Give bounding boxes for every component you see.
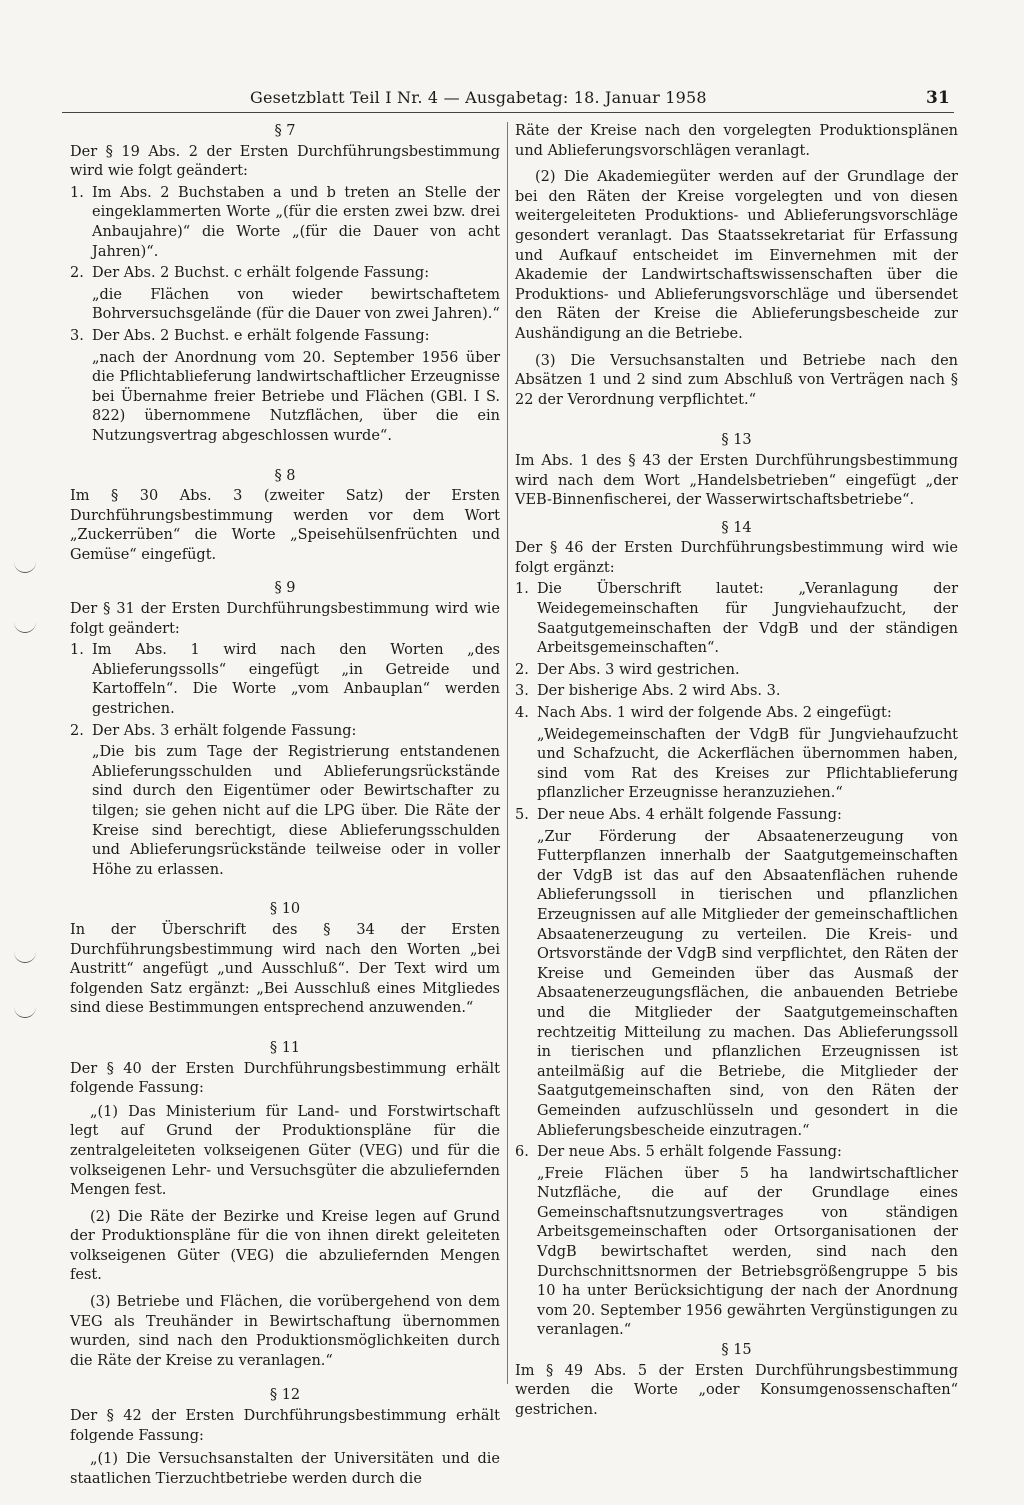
list-item-quote: „Zur Förderung der Absaatenerzeugung von Futterpflanzen innerhalb der Saatgutgemeinschaften der VdgB ist das auf den Absaatenflächen ruhende Ablieferungssoll in tierischen und pflanzlichen Erzeugnissen auf alle Mitglieder der gemeinschaftlichen Absaatenerzeugung zu verteilen. Die Kreis- und Ortsvorstände der VdgB sind verpflichtet, den Räten der Kreise und Gemeinden über das Ausmaß der Absaatenerzeugungsflächen, die anbauenden Betriebe und die Mitglieder der Saatgutgemeinschaften rechtzeitig Mitteilung zu machen. Das Ablieferungssoll in tierischen und pflanzlichen Erzeugnissen ist anteilmäßig auf die Betriebe, die Mitglieder der Saatgutgemeinschaften sind, von den Räten der Gemeinden aufzuschlüsseln und gesondert in die Ablieferungsbescheide einzutragen.“ bbox=[537, 828, 958, 1139]
list-item-number: 2. bbox=[515, 661, 529, 678]
list-item bbox=[515, 580, 958, 658]
section-7 bbox=[70, 122, 500, 447]
column-divider bbox=[507, 122, 508, 1384]
section-intro: Der § 42 der Ersten Durchführungsbestimmung erhält folgende Fassung: bbox=[70, 1408, 500, 1444]
list-item-text: Im Abs. 2 Buchstaben a und b treten an Stelle der eingeklammerten Worte „(für die ersten zwei bzw. drei Anbaujahre)“ die Worte „(für die Dauer von acht Jahren)“. bbox=[92, 184, 500, 260]
section-heading: § 10 bbox=[269, 901, 301, 918]
section-10 bbox=[70, 900, 500, 1019]
list-item-text: Der neue Abs. 5 erhält folgende Fassung: bbox=[537, 1144, 842, 1161]
section-text: Im § 30 Abs. 3 (zweiter Satz) der Ersten Durchführungsbestimmung werden vor dem Wort „Zuckerrüben“ die Worte „Speisehülsenfrüchten und Gemüse“ eingefügt. bbox=[70, 488, 500, 563]
list-item-text: Der Abs. 3 erhält folgende Fassung: bbox=[92, 722, 357, 739]
list-item-text: Der Abs. 2 Buchst. e erhält folgende Fassung: bbox=[92, 327, 430, 344]
list-item bbox=[70, 264, 500, 284]
section-intro: Der § 46 der Ersten Durchführungsbestimmung wird wie folgt ergänzt: bbox=[515, 540, 958, 576]
section-intro: Der § 19 Abs. 2 der Ersten Durchführungsbestimmung wird wie folgt geändert: bbox=[70, 143, 500, 180]
list-item-number: 4. bbox=[515, 705, 529, 722]
list-item-quote: „Die bis zum Tage der Registrierung entstandenen Ablieferungsschulden und Ablieferungsrückstände sind durch den Eigentümer oder Bewirtschafter zu tilgen; sie gehen nicht auf die LPG über. Die Räte der Kreise sind berechtigt, diese Ablieferungsschulden und Ablieferungsrückstände teilweise oder in voller Höhe zu erlassen. bbox=[92, 744, 500, 878]
list-item-number: 1. bbox=[515, 581, 529, 598]
section-8 bbox=[70, 467, 500, 566]
margin-tick-mark bbox=[14, 560, 36, 573]
list-item bbox=[70, 184, 500, 262]
list-item bbox=[515, 806, 958, 826]
margin-tick-mark bbox=[14, 950, 36, 963]
left-column bbox=[70, 122, 500, 1496]
list-item bbox=[515, 661, 958, 681]
page-number: 31 bbox=[925, 88, 950, 108]
list-item-text: Der bisherige Abs. 2 wird Abs. 3. bbox=[537, 683, 781, 700]
list-item-text: Die Überschrift lautet: „Veranlagung der Weidegemeinschaften für Jungviehaufzucht, der Saatgutgemeinschaften der VdgB und der ständigen Arbeitsgemeinschaften“. bbox=[537, 581, 958, 657]
section-12 bbox=[70, 1386, 500, 1489]
list-item bbox=[515, 704, 958, 724]
section-intro: Der § 31 der Ersten Durchführungsbestimmung wird wie folgt geändert: bbox=[70, 601, 500, 637]
list-item-quote: „Freie Flächen über 5 ha landwirtschaftlicher Nutzfläche, die auf der Grundlage eines Gemeinschaftsnutzungsvertrages von ständigen Arbeitsgemeinschaften oder Ortsorganisationen der VdgB bewirtschaftet werden, sind nach den Durchschnittsnormen der Betriebsgrößengruppe 5 bis 10 ha unter Berücksichtigung der nach der Anordnung vom 20. September 1956 gewährten Vergünstigungen zu veranlagen.“ bbox=[537, 1165, 958, 1339]
continued-paragraph: Räte der Kreise nach den vorgelegten Produktionsplänen und Ablieferungsvorschlägen veranlagt. bbox=[515, 123, 958, 159]
section-heading: § 12 bbox=[269, 1387, 301, 1404]
header-rule bbox=[62, 112, 954, 113]
list-item bbox=[515, 1143, 958, 1163]
list-item-text: Nach Abs. 1 wird der folgende Abs. 2 eingefügt: bbox=[537, 705, 892, 722]
section-paragraph: (2) Die Akademiegüter werden auf der Grundlage der bei den Räten der Kreise vorgelegten und von diesen weitergeleiteten Produktions- und Ablieferungsvorschläge gesondert veranlagt. Das Staatssekretariat für Erfassung und Aufkauf entscheidet im Einvernehmen mit der Akademie der Landwirtschaftswissenschaften über die Produktions- und Ablieferungsvorschläge und übersendet den Räten der Kreise die Ablieferungsbescheide zur Aushändigung an die Betriebe. bbox=[515, 169, 958, 342]
section-heading: § 14 bbox=[721, 519, 752, 536]
list-item-text: Der Abs. 2 Buchst. c erhält folgende Fassung: bbox=[92, 265, 430, 282]
section-heading: § 9 bbox=[274, 580, 296, 597]
margin-tick-mark bbox=[14, 1005, 36, 1018]
section-intro: Der § 40 der Ersten Durchführungsbestimmung erhält folgende Fassung: bbox=[70, 1060, 500, 1097]
section-paragraph: „(1) Die Versuchsanstalten der Universitäten und die staatlichen Tierzuchtbetriebe werden durch die bbox=[70, 1451, 500, 1487]
section-paragraph: (3) Die Versuchsanstalten und Betriebe nach den Absätzen 1 und 2 sind zum Abschluß von Verträgen nach § 22 der Verordnung verpflichtet.“ bbox=[515, 352, 958, 408]
margin-tick-mark bbox=[14, 620, 36, 633]
list-item bbox=[515, 682, 958, 702]
section-heading: § 13 bbox=[721, 432, 752, 449]
list-item-number: 2. bbox=[70, 265, 84, 282]
list-item bbox=[70, 641, 500, 719]
list-item-number: 6. bbox=[515, 1144, 529, 1161]
section-paragraph: (3) Betriebe und Flächen, die vorübergehend von dem VEG als Treuhänder in Bewirtschaftung übernommen wurden, sind nach den Produktionsmöglichkeiten durch die Räte der Kreise zu veranlagen.“ bbox=[70, 1294, 500, 1369]
section-paragraph: „(1) Das Ministerium für Land- und Forstwirtschaft legt auf Grund der Produktionspläne für die zentralgeleiteten volkseigenen Güter (VEG) und für die volkseigenen Lehr- und Versuchsgüter die abzuliefernden Mengen fest. bbox=[70, 1103, 500, 1199]
section-paragraph: (2) Die Räte der Bezirke und Kreise legen auf Grund der Produktionspläne für die von ihnen direkt geleiteten volkseigenen Güter (VEG) die abzuliefernden Mengen fest. bbox=[70, 1208, 500, 1284]
section-11 bbox=[70, 1039, 500, 1372]
list-item-text: Der Abs. 3 wird gestrichen. bbox=[537, 661, 740, 678]
list-item-text: Im Abs. 1 wird nach den Worten „des Ablieferungssolls“ eingefügt „in Getreide und Kartoffeln“. Die Worte „vom Anbauplan“ werden gestrichen. bbox=[92, 642, 500, 718]
section-9 bbox=[70, 579, 500, 880]
list-item-number: 1. bbox=[70, 642, 84, 659]
list-item-number: 1. bbox=[70, 184, 84, 201]
section-13 bbox=[515, 431, 958, 510]
section-heading: § 15 bbox=[721, 1342, 752, 1359]
list-item-number: 3. bbox=[70, 327, 84, 344]
section-text: Im Abs. 1 des § 43 der Ersten Durchführungsbestimmung wird nach dem Wort „Handelsbetrieben“ eingefügt „der VEB-Binnenfischerei, der Wasserwirtschaftsbetriebe“. bbox=[515, 452, 958, 509]
section-heading: § 11 bbox=[269, 1039, 301, 1056]
page-header bbox=[250, 88, 950, 110]
list-item-number: 5. bbox=[515, 807, 529, 823]
list-item-number: 2. bbox=[70, 722, 84, 739]
section-14 bbox=[515, 519, 958, 1341]
right-column bbox=[515, 122, 958, 1420]
list-item bbox=[70, 722, 500, 742]
list-item bbox=[70, 327, 500, 347]
section-heading: § 7 bbox=[274, 123, 296, 139]
section-heading: § 8 bbox=[274, 467, 296, 484]
list-item-number: 3. bbox=[515, 683, 529, 700]
section-text: Im § 49 Abs. 5 der Ersten Durchführungsbestimmung werden die Worte „oder Konsumgenossenschaften“ gestrichen. bbox=[515, 1362, 958, 1418]
list-item-quote: „Weidegemeinschaften der VdgB für Jungviehaufzucht und Schafzucht, die Ackerflächen übernommen haben, sind vom Rat des Kreises zur Pflichtablieferung pflanzlicher Erzeugnisse heranzuziehen.“ bbox=[537, 726, 958, 802]
list-item-text: Der neue Abs. 4 erhält folgende Fassung: bbox=[537, 807, 842, 823]
page-header-title: Gesetzblatt Teil I Nr. 4 — Ausgabetag: 18. Januar 1958 bbox=[250, 88, 707, 107]
section-text: In der Überschrift des § 34 der Ersten Durchführungsbestimmung wird nach den Worten „bei Austritt“ angefügt „und Ausschluß“. Der Text wird um folgenden Satz ergänzt: „Bei Ausschluß eines Mitgliedes sind diese Bestimmungen entsprechend anzuwenden.“ bbox=[70, 921, 500, 1017]
section-15 bbox=[515, 1341, 958, 1420]
list-item-quote: „nach der Anordnung vom 20. September 1956 über die Pflichtablieferung landwirtschaftlicher Erzeugnisse bei Übernahme freier Betriebe und Flächen (GBl. I S. 822) übernommene Nutzflächen, über die ein Nutzungsvertrag abgeschlossen wurde“. bbox=[92, 349, 500, 444]
list-item-quote: „die Flächen von wieder bewirtschaftetem Bohrversuchsgelände (für die Dauer von zwei Jahren).“ bbox=[92, 286, 500, 323]
